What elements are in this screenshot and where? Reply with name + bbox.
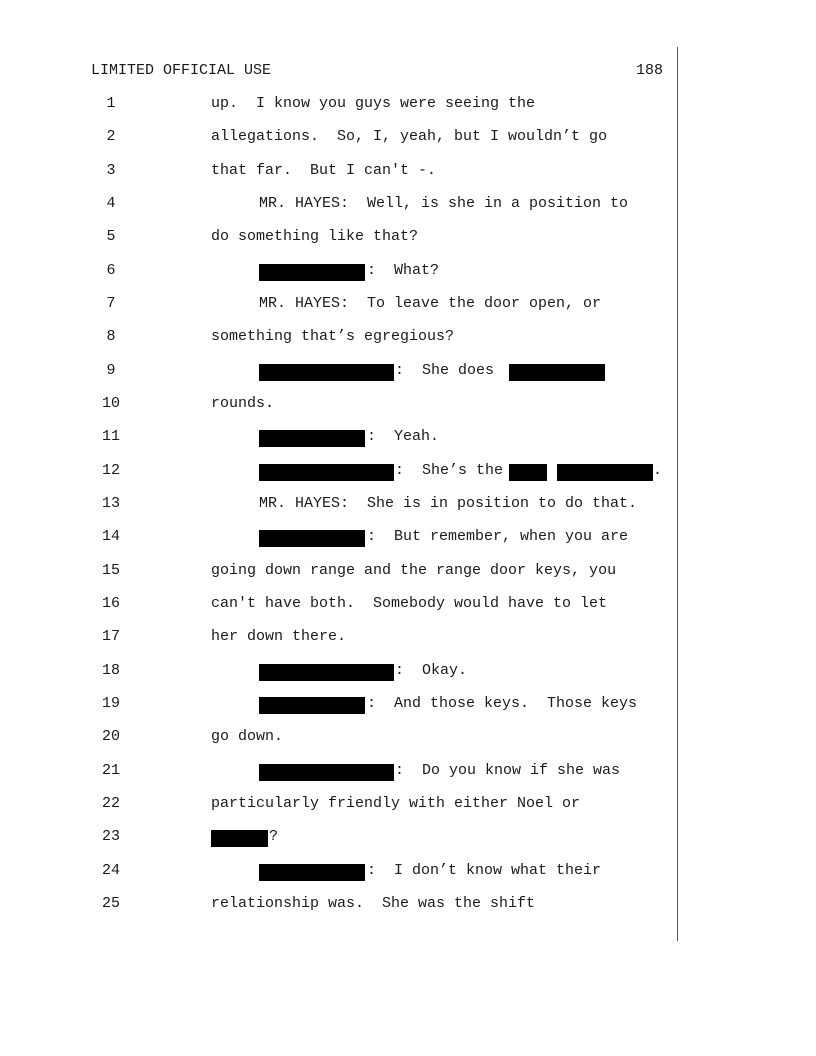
transcript-line: [0, 195, 680, 215]
line-number: 25: [101, 895, 120, 912]
transcript-line: [0, 362, 680, 382]
transcript-line: [0, 495, 680, 515]
line-number: 24: [101, 862, 120, 879]
line-text: rounds.: [211, 395, 275, 412]
redaction-box: [259, 697, 365, 714]
line-text: MR. HAYES: To leave the door open, or: [259, 295, 602, 312]
transcript-line: [0, 462, 680, 482]
transcript-line: [0, 228, 680, 248]
transcript-line: [0, 662, 680, 682]
line-text: : She does: [395, 362, 495, 379]
line-tail-text: .: [653, 462, 663, 479]
line-number: 19: [101, 695, 120, 712]
line-text: relationship was. She was the shift: [211, 895, 536, 912]
line-number: 9: [106, 362, 116, 379]
transcript-line: [0, 628, 680, 648]
line-number: 16: [101, 595, 120, 612]
line-text: MR. HAYES: Well, is she in a position to: [259, 195, 629, 212]
transcript-line: [0, 428, 680, 448]
line-text: : But remember, when you are: [367, 528, 629, 545]
transcript-line: [0, 562, 680, 582]
line-number: 2: [106, 128, 116, 145]
transcript-line: [0, 695, 680, 715]
line-text: : What?: [367, 262, 440, 279]
line-text: that far. But I can't -.: [211, 162, 437, 179]
classification-header: LIMITED OFFICIAL USE: [91, 62, 272, 79]
redaction-box: [259, 364, 394, 381]
line-number: 18: [101, 662, 120, 679]
line-number: 13: [101, 495, 120, 512]
redaction-box: [509, 364, 605, 381]
transcript-line: [0, 895, 680, 915]
line-text: her down there.: [211, 628, 347, 645]
line-number: 22: [101, 795, 120, 812]
transcript-line: [0, 395, 680, 415]
line-text: up. I know you guys were seeing the: [211, 95, 536, 112]
transcript-line: [0, 862, 680, 882]
line-number: 14: [101, 528, 120, 545]
line-text: MR. HAYES: She is in position to do that.: [259, 495, 638, 512]
line-number: 6: [106, 262, 116, 279]
line-text: going down range and the range door keys, you: [211, 562, 617, 579]
redaction-box: [211, 830, 268, 847]
line-number: 3: [106, 162, 116, 179]
line-text: : She’s the: [395, 462, 504, 479]
transcript-line: [0, 762, 680, 782]
line-number: 21: [101, 762, 120, 779]
line-number: 8: [106, 328, 116, 345]
line-text: go down.: [211, 728, 284, 745]
line-text: : Yeah.: [367, 428, 440, 445]
line-number: 7: [106, 295, 116, 312]
line-text: do something like that?: [211, 228, 419, 245]
transcript-line: [0, 295, 680, 315]
line-text: particularly friendly with either Noel or: [211, 795, 581, 812]
line-number: 11: [101, 428, 120, 445]
redaction-box: [259, 864, 365, 881]
line-number: 4: [106, 195, 116, 212]
transcript-line: [0, 728, 680, 748]
line-number: 17: [101, 628, 120, 645]
line-number: 20: [101, 728, 120, 745]
transcript-line: [0, 528, 680, 548]
transcript-line: [0, 95, 680, 115]
redaction-box: [259, 430, 365, 447]
line-text: something that’s egregious?: [211, 328, 455, 345]
transcript-line: [0, 595, 680, 615]
line-text: allegations. So, I, yeah, but I wouldn’t go: [211, 128, 608, 145]
line-text: can't have both. Somebody would have to let: [211, 595, 608, 612]
line-text: : Okay.: [395, 662, 468, 679]
redaction-box: [259, 664, 394, 681]
transcript-line: [0, 795, 680, 815]
page-number: 188: [636, 62, 664, 79]
line-number: 1: [106, 95, 116, 112]
transcript-line: [0, 328, 680, 348]
line-text: : Do you know if she was: [395, 762, 621, 779]
redaction-box: [557, 464, 653, 481]
line-text: ?: [269, 828, 279, 845]
transcript-line: [0, 162, 680, 182]
line-number: 12: [101, 462, 120, 479]
line-text: : And those keys. Those keys: [367, 695, 638, 712]
transcript-line: [0, 262, 680, 282]
transcript-line: [0, 828, 680, 848]
redaction-box: [259, 464, 394, 481]
line-text: : I don’t know what their: [367, 862, 602, 879]
redaction-box: [259, 264, 365, 281]
line-number: 10: [101, 395, 120, 412]
line-number: 23: [101, 828, 120, 845]
line-number: 5: [106, 228, 116, 245]
line-number: 15: [101, 562, 120, 579]
redaction-box: [509, 464, 547, 481]
redaction-box: [259, 764, 394, 781]
redaction-box: [259, 530, 365, 547]
transcript-line: [0, 128, 680, 148]
